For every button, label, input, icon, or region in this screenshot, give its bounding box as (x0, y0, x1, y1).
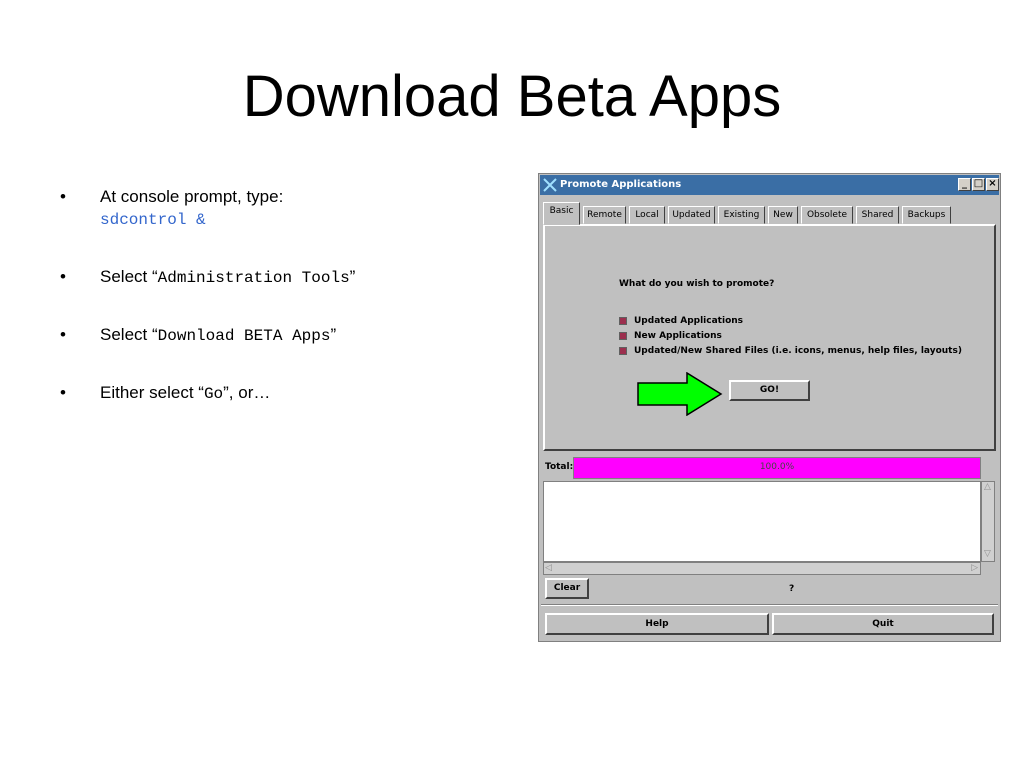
horizontal-scrollbar[interactable] (543, 562, 981, 575)
maximize-button[interactable]: □ (973, 178, 984, 189)
minimize-button[interactable]: _ (958, 178, 971, 191)
bullet-item (60, 324, 520, 347)
close-button[interactable]: × (986, 178, 999, 191)
bullet-text: At console prompt, type: (100, 187, 284, 206)
scroll-right-icon[interactable]: ▷ (971, 563, 978, 573)
progress-bar (573, 457, 981, 479)
tab-local[interactable]: Local (629, 206, 665, 224)
option-label: Updated/New Shared Files (i.e. icons, menus, help files, layouts) (634, 346, 962, 356)
bullet-item (60, 186, 520, 231)
scroll-down-icon[interactable]: ▽ (984, 549, 991, 559)
tab-basic[interactable]: Basic (543, 202, 580, 225)
bullet-item (60, 266, 520, 289)
vertical-scrollbar[interactable] (981, 481, 995, 562)
bullet-prefix: Select “ (100, 267, 158, 286)
tab-new[interactable]: New (768, 206, 798, 224)
log-output-area[interactable] (543, 481, 981, 562)
window-title: Promote Applications (560, 179, 682, 190)
bullet-suffix: ” (330, 325, 337, 344)
clear-button[interactable]: Clear (545, 578, 589, 599)
bullet-dot: • (60, 267, 66, 286)
tab-remote[interactable]: Remote (583, 206, 626, 224)
tab-backups[interactable]: Backups (902, 206, 951, 224)
status-text: ? (789, 584, 795, 594)
checkbox[interactable] (619, 332, 627, 340)
bullet-dot: • (60, 325, 66, 344)
bullet-prefix: Either select “ (100, 383, 204, 402)
progress-text: 100.0% (759, 462, 795, 472)
bullet-code: Administration Tools (157, 269, 350, 287)
tab-obsolete[interactable]: Obsolete (801, 206, 853, 224)
green-arrow-icon (637, 372, 723, 416)
scroll-left-icon[interactable]: ◁ (545, 563, 552, 573)
quit-button[interactable]: Quit (772, 613, 994, 635)
option-shared-files[interactable] (619, 346, 962, 356)
tab-shared[interactable]: Shared (856, 206, 899, 224)
checkbox[interactable] (619, 317, 627, 325)
divider (541, 604, 998, 606)
title-bar[interactable] (540, 175, 999, 195)
bullet-suffix: ” (349, 267, 356, 286)
total-label: Total: (545, 462, 574, 472)
promote-question: What do you wish to promote? (619, 279, 775, 289)
checkbox[interactable] (619, 347, 627, 355)
bullet-dot: • (60, 383, 66, 402)
promote-applications-window (538, 173, 1001, 642)
option-label: New Applications (634, 331, 722, 341)
help-button[interactable]: Help (545, 613, 769, 635)
bullet-dot: • (60, 187, 66, 206)
slide-title: Download Beta Apps (242, 64, 782, 129)
bullet-list (60, 186, 520, 440)
tab-updated[interactable]: Updated (668, 206, 715, 224)
go-button[interactable]: GO! (729, 380, 810, 401)
basic-panel (543, 224, 996, 451)
bullet-code: Download BETA Apps (157, 327, 331, 345)
x-app-icon (543, 178, 557, 192)
bullet-code: sdcontrol & (100, 211, 206, 229)
option-updated-applications[interactable] (619, 316, 743, 326)
tab-existing[interactable]: Existing (718, 206, 765, 224)
option-label: Updated Applications (634, 316, 744, 326)
bullet-prefix: Select “ (100, 325, 158, 344)
bullet-suffix: ”, or… (223, 383, 271, 402)
bullet-item (60, 382, 520, 405)
bullet-code: Go (203, 385, 224, 403)
option-new-applications[interactable] (619, 331, 722, 341)
scroll-up-icon[interactable]: △ (984, 482, 991, 492)
